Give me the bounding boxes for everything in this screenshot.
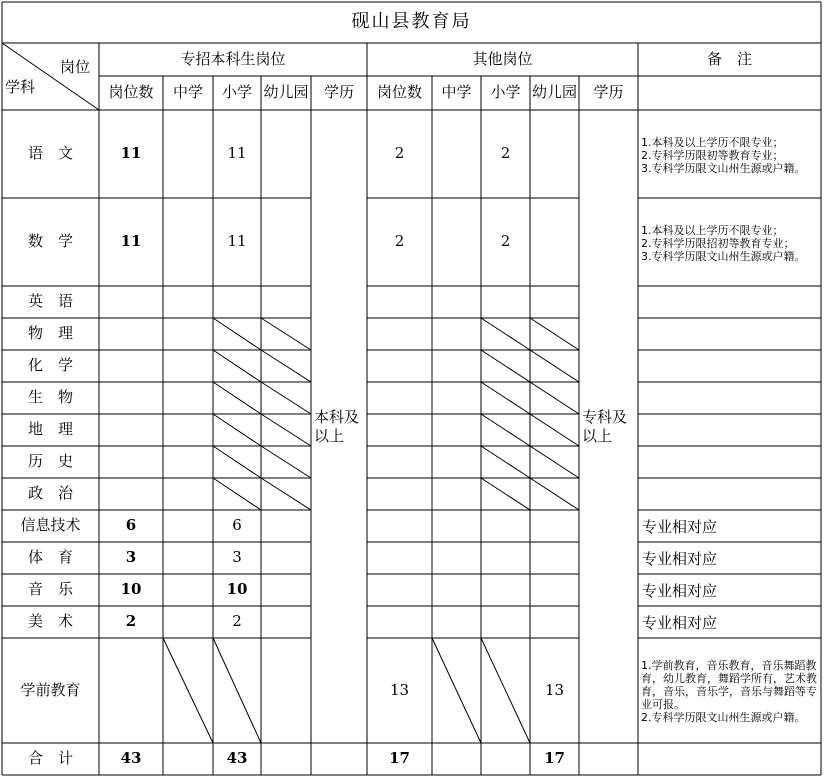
count-cell-o-total: [367, 382, 432, 414]
notes-cell: [638, 414, 821, 446]
corner-label-position: 岗位: [60, 58, 91, 76]
subheader-special: 幼儿园: [263, 83, 309, 102]
note-line: 3.专科学历限文山州生源或户籍。: [641, 161, 806, 175]
note-line: 3.专科学历限文山州生源或户籍。: [641, 249, 806, 263]
group-header-other: 其他岗位: [472, 49, 533, 68]
count-cell-s-pri: [213, 382, 261, 414]
count-cell-s-mid: [163, 478, 213, 510]
count-cell-s-mid: [163, 743, 213, 775]
count-cell-o-kin: [530, 382, 579, 414]
count-cell-s-kin: [261, 318, 311, 350]
subheader-other: 岗位数: [376, 83, 422, 102]
group-header-special: 专招本科生岗位: [180, 49, 286, 68]
count-cell-s-total: 43: [120, 749, 142, 768]
count-cell-s-mid: [163, 350, 213, 382]
count-cell-o-pri: [481, 382, 530, 414]
count-cell-s-total: [99, 414, 163, 446]
count-cell-s-pri: 11: [227, 232, 247, 251]
count-cell-s-mid: [163, 574, 213, 606]
count-cell-o-mid: [432, 606, 481, 638]
count-cell-s-kin: [261, 414, 311, 446]
subheader-special: 小学: [221, 83, 252, 102]
count-cell-o-mid: [432, 510, 481, 542]
count-cell-o-total: [367, 510, 432, 542]
count-cell-o-mid: [432, 110, 481, 198]
subheader-special: 学历: [323, 83, 354, 102]
count-cell-s-kin: [261, 286, 311, 318]
count-cell-s-pri: 10: [226, 580, 248, 599]
count-cell-s-kin: [261, 446, 311, 478]
count-cell-s-pri: 3: [232, 548, 242, 567]
count-cell-s-total: 2: [125, 612, 137, 631]
count-cell-o-total: [367, 478, 432, 510]
subject-cell: 美 术: [27, 612, 73, 631]
count-cell-o-mid: [432, 414, 481, 446]
count-cell-o-kin: [530, 542, 579, 574]
group-header-notes: 备 注: [706, 49, 752, 68]
count-cell-s-pri: [213, 638, 261, 743]
count-cell-s-pri: 2: [232, 612, 242, 631]
subheader-other: 学历: [593, 83, 624, 102]
count-cell-o-total: [367, 350, 432, 382]
count-cell-o-total: 2: [394, 144, 405, 163]
note-line: 1.本科及以上学历不限专业；: [641, 135, 784, 149]
count-cell-o-pri: [481, 542, 530, 574]
count-cell-s-kin: [261, 743, 311, 775]
count-cell-o-pri: [481, 510, 530, 542]
table-title: 砚山县教育局: [351, 11, 472, 33]
subject-cell: 体 育: [27, 548, 73, 567]
subject-cell: 地 理: [27, 420, 73, 439]
count-cell-o-total: [367, 574, 432, 606]
count-cell-o-pri: 2: [500, 232, 511, 251]
subheader-other: 幼儿园: [531, 83, 577, 102]
count-cell-o-total: 13: [389, 680, 410, 699]
count-cell-s-mid: [163, 110, 213, 198]
count-cell-s-total: 11: [120, 144, 142, 163]
count-cell-o-kin: [530, 446, 579, 478]
count-cell-s-mid: [163, 638, 213, 743]
count-cell-s-mid: [163, 446, 213, 478]
count-cell-o-mid: [432, 638, 481, 743]
count-cell-s-mid: [163, 318, 213, 350]
subject-cell: 历 史: [27, 452, 73, 471]
count-cell-o-pri: [481, 478, 530, 510]
count-cell-s-pri: [213, 286, 261, 318]
notes-cell: [638, 318, 821, 350]
count-cell-o-kin: [530, 510, 579, 542]
count-cell-o-pri: [481, 574, 530, 606]
count-cell-o-pri: [481, 318, 530, 350]
count-cell-o-mid: [432, 446, 481, 478]
count-cell-o-mid: [432, 743, 481, 775]
subheader-special: 岗位数: [108, 83, 154, 102]
note-line: 2.专科学历限文山州生源或户籍。: [641, 711, 806, 724]
count-cell-o-pri: [481, 743, 530, 775]
count-cell-s-kin: [261, 382, 311, 414]
count-cell-o-total: [367, 414, 432, 446]
education-special: 本科及以上: [314, 407, 360, 445]
count-cell-s-pri: 11: [227, 144, 247, 163]
count-cell-o-kin: [530, 110, 579, 198]
subject-cell: 信息技术: [20, 516, 81, 535]
notes-cell: [638, 478, 821, 510]
count-cell-o-pri: [481, 638, 530, 743]
notes-cell: [638, 743, 821, 775]
education-other: 专科及以上: [582, 407, 628, 445]
count-cell-o-total: 2: [394, 232, 405, 251]
subject-cell: 物 理: [27, 324, 73, 343]
count-cell-o-total: 17: [389, 749, 410, 768]
count-cell-o-total: [367, 286, 432, 318]
subject-cell: 政 治: [27, 484, 73, 503]
subheader-other: 中学: [441, 83, 472, 102]
count-cell-s-total: [99, 446, 163, 478]
count-cell-o-total: [367, 606, 432, 638]
count-cell-o-mid: [432, 198, 481, 286]
count-cell-o-kin: [530, 414, 579, 446]
count-cell-o-pri: [481, 606, 530, 638]
count-cell-o-mid: [432, 318, 481, 350]
notes-cell: [638, 638, 821, 743]
count-cell-o-mid: [432, 286, 481, 318]
notes-cell: [638, 198, 821, 286]
count-cell-s-mid: [163, 382, 213, 414]
count-cell-o-kin: [530, 318, 579, 350]
count-cell-o-kin: [530, 606, 579, 638]
subject-cell: 英 语: [27, 292, 73, 311]
count-cell-s-pri: [213, 478, 261, 510]
count-cell-s-kin: [261, 110, 311, 198]
count-cell-s-mid: [163, 414, 213, 446]
count-cell-s-pri: [213, 414, 261, 446]
count-cell-o-pri: [481, 350, 530, 382]
subject-cell: 合 计: [27, 749, 73, 768]
notes-cell: [638, 350, 821, 382]
count-cell-o-pri: [481, 286, 530, 318]
count-cell-o-total: [367, 542, 432, 574]
count-cell-s-total: [99, 638, 163, 743]
count-cell-s-kin: [261, 350, 311, 382]
count-cell-s-kin: [261, 478, 311, 510]
count-cell-s-pri: [213, 446, 261, 478]
count-cell-o-kin: 13: [544, 680, 565, 699]
count-cell-s-total: [99, 478, 163, 510]
count-cell-o-pri: [481, 446, 530, 478]
count-cell-o-kin: 17: [544, 749, 565, 768]
count-cell-s-total: [99, 318, 163, 350]
subject-cell: 语 文: [27, 144, 73, 163]
count-cell-o-total: [367, 446, 432, 478]
subject-cell: 学前教育: [20, 680, 81, 699]
count-cell-s-kin: [261, 198, 311, 286]
count-cell-s-total: [99, 286, 163, 318]
note-line: 1.本科及以上学历不限专业；: [641, 223, 784, 237]
corner-label-subject: 学科: [5, 78, 36, 96]
count-cell-s-total: 3: [125, 548, 137, 567]
notes-cell: 专业相对应: [642, 581, 718, 600]
count-cell-s-total: [99, 350, 163, 382]
count-cell-s-mid: [163, 542, 213, 574]
count-cell-o-mid: [432, 478, 481, 510]
count-cell-o-kin: [530, 574, 579, 606]
notes-cell: [638, 382, 821, 414]
count-cell-s-pri: [213, 350, 261, 382]
note-line: 2.专科学历限初等教育专业；: [641, 148, 784, 162]
count-cell-s-kin: [261, 542, 311, 574]
notes-cell: [638, 286, 821, 318]
count-cell-s-mid: [163, 286, 213, 318]
count-cell-s-mid: [163, 606, 213, 638]
subject-cell: 化 学: [27, 356, 73, 375]
count-cell-o-kin: [530, 478, 579, 510]
notes-cell: 专业相对应: [642, 549, 718, 568]
count-cell-s-mid: [163, 510, 213, 542]
count-cell-o-kin: [530, 350, 579, 382]
count-cell-s-kin: [261, 574, 311, 606]
count-cell-s-kin: [261, 638, 311, 743]
subject-cell: 数 学: [27, 232, 73, 251]
count-cell-o-mid: [432, 574, 481, 606]
count-cell-s-kin: [261, 510, 311, 542]
count-cell-s-total: [99, 382, 163, 414]
count-cell-o-mid: [432, 542, 481, 574]
subject-cell: 音 乐: [27, 580, 73, 599]
count-cell-s-pri: 43: [226, 749, 248, 768]
count-cell-o-total: [367, 318, 432, 350]
count-cell-s-total: 11: [120, 232, 142, 251]
notes-cell: 专业相对应: [642, 517, 718, 536]
count-cell-s-total: 6: [125, 516, 137, 535]
count-cell-s-mid: [163, 198, 213, 286]
count-cell-s-pri: [213, 318, 261, 350]
count-cell-o-mid: [432, 350, 481, 382]
count-cell-s-total: 10: [120, 580, 142, 599]
note-line: 1.学前教育，音乐教育，音乐舞蹈教育，幼儿教育，舞蹈学所有，艺术教育，音乐，音乐学，音乐与舞蹈等专业可报。: [641, 659, 817, 711]
subheader-special: 中学: [172, 83, 203, 102]
count-cell-o-kin: [530, 198, 579, 286]
subheader-other: 小学: [490, 83, 521, 102]
count-cell-s-kin: [261, 606, 311, 638]
count-cell-o-mid: [432, 382, 481, 414]
notes-cell: [638, 110, 821, 198]
note-line: 2.专科学历限招初等教育专业；: [641, 236, 795, 250]
subject-cell: 生 物: [27, 388, 73, 407]
notes-cell: 专业相对应: [642, 613, 718, 632]
count-cell-s-pri: 6: [232, 516, 242, 535]
count-cell-o-pri: 2: [500, 144, 511, 163]
notes-cell: [638, 446, 821, 478]
count-cell-o-kin: [530, 286, 579, 318]
count-cell-o-pri: [481, 414, 530, 446]
